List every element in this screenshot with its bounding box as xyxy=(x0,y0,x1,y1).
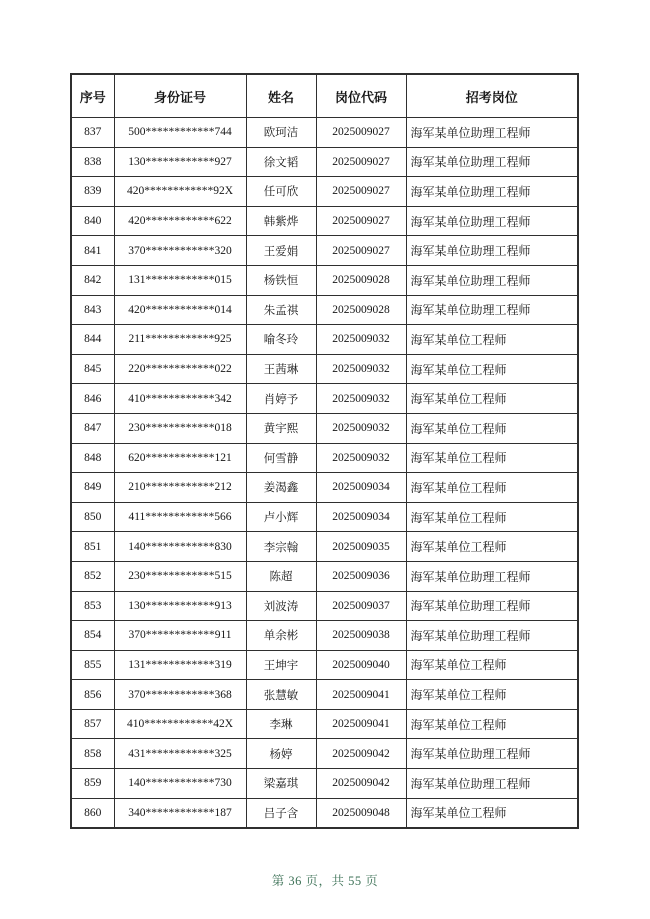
cell-index: 837 xyxy=(71,118,114,148)
table-row xyxy=(71,236,578,266)
cell-index: 860 xyxy=(71,798,114,828)
cell-index: 854 xyxy=(71,621,114,651)
table-row xyxy=(71,118,578,148)
cell-position-title: 海军某单位工程师 xyxy=(406,354,578,384)
cell-position-code: 2025009027 xyxy=(316,236,406,266)
cell-position-code: 2025009048 xyxy=(316,798,406,828)
cell-index: 856 xyxy=(71,680,114,710)
cell-id-number: 420************622 xyxy=(114,206,246,236)
cell-name: 何雪静 xyxy=(246,443,316,473)
cell-position-code: 2025009038 xyxy=(316,621,406,651)
cell-name: 王茜琳 xyxy=(246,354,316,384)
table-row xyxy=(71,206,578,236)
cell-index: 847 xyxy=(71,413,114,443)
cell-index: 844 xyxy=(71,325,114,355)
cell-position-title: 海军某单位助理工程师 xyxy=(406,236,578,266)
cell-id-number: 131************319 xyxy=(114,650,246,680)
cell-index: 851 xyxy=(71,532,114,562)
cell-index: 842 xyxy=(71,265,114,295)
cell-name: 杨铁恒 xyxy=(246,265,316,295)
cell-position-title: 海军某单位助理工程师 xyxy=(406,621,578,651)
cell-name: 欧珂洁 xyxy=(246,118,316,148)
cell-position-title: 海军某单位助理工程师 xyxy=(406,206,578,236)
cell-index: 846 xyxy=(71,384,114,414)
table-row xyxy=(71,621,578,651)
cell-position-title: 海军某单位助理工程师 xyxy=(406,739,578,769)
col-header-position-title: 招考岗位 xyxy=(406,74,578,118)
table-head xyxy=(71,74,578,118)
cell-name: 梁嘉琪 xyxy=(246,769,316,799)
cell-position-title: 海军某单位工程师 xyxy=(406,443,578,473)
cell-name: 李宗翰 xyxy=(246,532,316,562)
cell-id-number: 210************212 xyxy=(114,473,246,503)
cell-id-number: 140************730 xyxy=(114,769,246,799)
cell-position-code: 2025009028 xyxy=(316,265,406,295)
cell-id-number: 230************515 xyxy=(114,561,246,591)
cell-index: 843 xyxy=(71,295,114,325)
cell-name: 卢小辉 xyxy=(246,502,316,532)
cell-name: 刘波涛 xyxy=(246,591,316,621)
cell-id-number: 411************566 xyxy=(114,502,246,532)
table-row xyxy=(71,325,578,355)
cell-id-number: 131************015 xyxy=(114,265,246,295)
cell-position-title: 海军某单位工程师 xyxy=(406,325,578,355)
header-row xyxy=(71,74,578,118)
cell-index: 858 xyxy=(71,739,114,769)
cell-position-code: 2025009034 xyxy=(316,502,406,532)
cell-index: 840 xyxy=(71,206,114,236)
table-row xyxy=(71,502,578,532)
cell-position-code: 2025009037 xyxy=(316,591,406,621)
cell-position-code: 2025009032 xyxy=(316,354,406,384)
cell-position-title: 海军某单位助理工程师 xyxy=(406,591,578,621)
table-row xyxy=(71,798,578,828)
cell-id-number: 370************320 xyxy=(114,236,246,266)
table-row xyxy=(71,650,578,680)
cell-position-code: 2025009041 xyxy=(316,680,406,710)
cell-name: 任可欣 xyxy=(246,177,316,207)
table-row xyxy=(71,177,578,207)
cell-index: 839 xyxy=(71,177,114,207)
cell-position-code: 2025009027 xyxy=(316,147,406,177)
cell-name: 王爱娟 xyxy=(246,236,316,266)
cell-id-number: 130************913 xyxy=(114,591,246,621)
col-header-name: 姓名 xyxy=(246,74,316,118)
cell-position-title: 海军某单位助理工程师 xyxy=(406,147,578,177)
table-row xyxy=(71,739,578,769)
col-header-index: 序号 xyxy=(71,74,114,118)
cell-name: 单余彬 xyxy=(246,621,316,651)
cell-position-title: 海军某单位工程师 xyxy=(406,709,578,739)
table-row xyxy=(71,413,578,443)
cell-index: 849 xyxy=(71,473,114,503)
table-row xyxy=(71,769,578,799)
table-row xyxy=(71,561,578,591)
cell-name: 吕子含 xyxy=(246,798,316,828)
table-row xyxy=(71,147,578,177)
cell-index: 852 xyxy=(71,561,114,591)
cell-position-title: 海军某单位助理工程师 xyxy=(406,295,578,325)
cell-position-title: 海军某单位助理工程师 xyxy=(406,177,578,207)
cell-position-title: 海军某单位工程师 xyxy=(406,650,578,680)
cell-position-title: 海军某单位工程师 xyxy=(406,532,578,562)
cell-id-number: 130************927 xyxy=(114,147,246,177)
cell-name: 王坤宇 xyxy=(246,650,316,680)
table-row xyxy=(71,473,578,503)
cell-name: 黄宇熙 xyxy=(246,413,316,443)
cell-index: 855 xyxy=(71,650,114,680)
table-row xyxy=(71,532,578,562)
cell-position-title: 海军某单位工程师 xyxy=(406,473,578,503)
cell-name: 肖婷予 xyxy=(246,384,316,414)
cell-position-code: 2025009035 xyxy=(316,532,406,562)
cell-position-code: 2025009032 xyxy=(316,325,406,355)
table-row xyxy=(71,265,578,295)
cell-id-number: 230************018 xyxy=(114,413,246,443)
cell-index: 850 xyxy=(71,502,114,532)
cell-id-number: 410************42X xyxy=(114,709,246,739)
cell-name: 杨婷 xyxy=(246,739,316,769)
cell-index: 838 xyxy=(71,147,114,177)
cell-name: 陈超 xyxy=(246,561,316,591)
cell-name: 张慧敏 xyxy=(246,680,316,710)
cell-id-number: 220************022 xyxy=(114,354,246,384)
cell-position-title: 海军某单位助理工程师 xyxy=(406,561,578,591)
cell-id-number: 370************368 xyxy=(114,680,246,710)
cell-index: 848 xyxy=(71,443,114,473)
cell-position-title: 海军某单位工程师 xyxy=(406,680,578,710)
cell-id-number: 500************744 xyxy=(114,118,246,148)
col-header-position-code: 岗位代码 xyxy=(316,74,406,118)
cell-position-code: 2025009034 xyxy=(316,473,406,503)
cell-name: 姜渴鑫 xyxy=(246,473,316,503)
cell-position-code: 2025009027 xyxy=(316,118,406,148)
cell-position-title: 海军某单位工程师 xyxy=(406,384,578,414)
cell-position-code: 2025009032 xyxy=(316,413,406,443)
cell-id-number: 340************187 xyxy=(114,798,246,828)
cell-id-number: 420************014 xyxy=(114,295,246,325)
cell-index: 845 xyxy=(71,354,114,384)
cell-position-code: 2025009040 xyxy=(316,650,406,680)
col-header-id-number: 身份证号 xyxy=(114,74,246,118)
table-row xyxy=(71,443,578,473)
cell-position-title: 海军某单位助理工程师 xyxy=(406,265,578,295)
cell-name: 李琳 xyxy=(246,709,316,739)
cell-id-number: 420************92X xyxy=(114,177,246,207)
cell-name: 朱孟祺 xyxy=(246,295,316,325)
table-row xyxy=(71,591,578,621)
table-body xyxy=(71,118,578,829)
cell-index: 853 xyxy=(71,591,114,621)
cell-position-code: 2025009042 xyxy=(316,769,406,799)
cell-index: 841 xyxy=(71,236,114,266)
cell-position-title: 海军某单位工程师 xyxy=(406,502,578,532)
table-row xyxy=(71,295,578,325)
cell-id-number: 620************121 xyxy=(114,443,246,473)
cell-index: 857 xyxy=(71,709,114,739)
cell-position-title: 海军某单位助理工程师 xyxy=(406,769,578,799)
cell-id-number: 410************342 xyxy=(114,384,246,414)
page-number-footer: 第 36 页，共 55 页 xyxy=(271,874,379,888)
cell-position-code: 2025009036 xyxy=(316,561,406,591)
cell-position-title: 海军某单位工程师 xyxy=(406,413,578,443)
table-row xyxy=(71,680,578,710)
cell-position-code: 2025009027 xyxy=(316,206,406,236)
table-row xyxy=(71,354,578,384)
cell-position-code: 2025009041 xyxy=(316,709,406,739)
cell-position-code: 2025009032 xyxy=(316,384,406,414)
cell-position-code: 2025009032 xyxy=(316,443,406,473)
cell-name: 徐文韬 xyxy=(246,147,316,177)
cell-name: 韩紫烨 xyxy=(246,206,316,236)
table-row xyxy=(71,709,578,739)
cell-name: 喻冬玲 xyxy=(246,325,316,355)
roster-table xyxy=(70,73,579,829)
cell-position-title: 海军某单位助理工程师 xyxy=(406,118,578,148)
cell-position-code: 2025009027 xyxy=(316,177,406,207)
cell-position-code: 2025009028 xyxy=(316,295,406,325)
cell-id-number: 431************325 xyxy=(114,739,246,769)
cell-position-title: 海军某单位工程师 xyxy=(406,798,578,828)
cell-id-number: 370************911 xyxy=(114,621,246,651)
cell-position-code: 2025009042 xyxy=(316,739,406,769)
cell-index: 859 xyxy=(71,769,114,799)
cell-id-number: 211************925 xyxy=(114,325,246,355)
table-row xyxy=(71,384,578,414)
cell-id-number: 140************830 xyxy=(114,532,246,562)
